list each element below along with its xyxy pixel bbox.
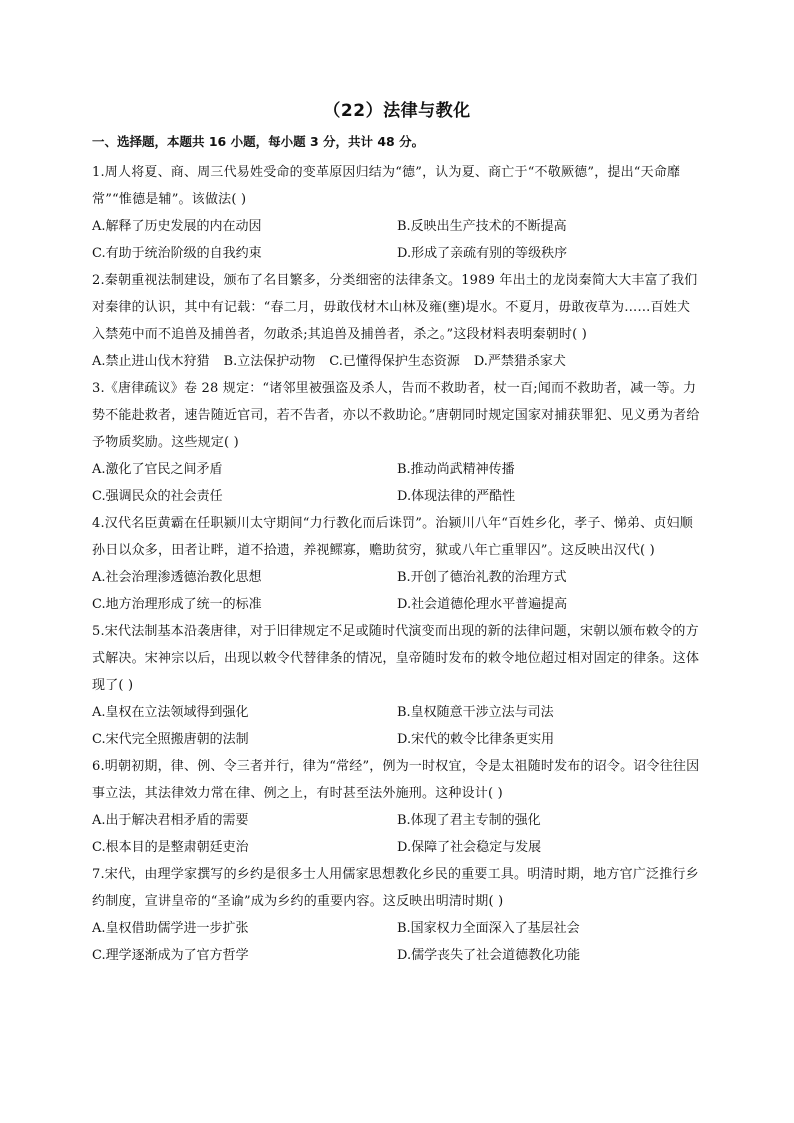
question-5 [92, 618, 702, 753]
option-b: B.国家权力全面深入了基层社会 [397, 921, 580, 936]
option-b: B.反映出生产技术的不断提高 [397, 219, 567, 234]
question-6 [92, 753, 702, 861]
option-b: B.开创了德治礼教的治理方式 [397, 570, 567, 585]
option-a: A.解释了历史发展的内在动因 [92, 219, 262, 234]
option-a: A.皇权在立法领域得到强化 [92, 705, 249, 720]
question-stem: 1.周人将夏、商、周三代易姓受命的变革原因归结为“德”，认为夏、商亡于“不敬厥德”，提出“天命靡常”“惟德是辅”。该做法( ) [92, 165, 681, 207]
option-d: D.社会道德伦理水平普遍提高 [397, 597, 568, 612]
question-stem: 4.汉代名臣黄霸在任职颍川太守期间“力行教化而后诛罚”。治颍川八年“百姓乡化，孝子、悌弟、贞妇顺孙日以众多，田者让畔，道不拾遗，养视鳏寡，赡助贫穷，狱或八年亡重罪囚”。这反映出汉代( ) [92, 516, 693, 558]
page-title: （22）法律与教化 [323, 101, 471, 121]
option-a: A.皇权借助儒学进一步扩张 [92, 921, 249, 936]
option-a: A.禁止进山伐木狩猎 [92, 354, 210, 369]
option-c: C.强调民众的社会责任 [92, 489, 223, 504]
option-d: D.儒学丧失了社会道德教化功能 [397, 948, 581, 963]
option-c: C.已懂得保护生态资源 [329, 354, 460, 369]
question-stem: 5.宋代法制基本沿袭唐律，对于旧律规定不足或随时代演变而出现的新的法律问题，宋朝以颁布敕令的方式解决。宋神宗以后，出现以敕令代替律条的情况，皇帝随时发布的敕令地位超过相对固定的律条。这体现了( ) [92, 624, 700, 693]
question-7 [92, 861, 702, 969]
option-c: C.有助于统治阶级的自我约束 [92, 246, 262, 261]
question-1 [92, 159, 702, 267]
option-b: B.立法保护动物 [223, 354, 316, 369]
option-c: C.理学逐渐成为了官方哲学 [92, 948, 249, 963]
option-c: C.根本目的是整肃朝廷吏治 [92, 840, 249, 855]
option-d: D.宋代的敕令比律条更实用 [397, 732, 555, 747]
question-stem: 2.秦朝重视法制建设，颁布了名目繁多，分类细密的法律条文。1989 年出土的龙岗秦简大大丰富了我们对秦律的认识，其中有记载：“春二月，毋敢伐材木山林及雍(壅)堤水。不夏月，毋敢夜草为……百姓犬入禁苑中而不追兽及捕兽者，勿敢杀;其追兽及捕兽者，杀之。”这段材料表明秦朝时( ) [92, 273, 698, 342]
document-page [92, 96, 702, 969]
section-heading: 一、选择题，本题共 16 小题，每小题 3 分，共计 48 分。 [92, 134, 425, 149]
option-d: D.严禁猎杀家犬 [473, 354, 566, 369]
question-4 [92, 510, 702, 618]
question-stem: 7.宋代，由理学家撰写的乡约是很多士人用儒家思想教化乡民的重要工具。明清时期，地方官广泛推行乡约制度，宣讲皇帝的“圣谕”成为乡约的重要内容。这反映出明清时期( ) [92, 867, 699, 909]
question-2 [92, 267, 702, 375]
option-b: B.体现了君主专制的强化 [397, 813, 541, 828]
question-3 [92, 375, 702, 510]
option-d: D.保障了社会稳定与发展 [397, 840, 542, 855]
option-b: B.皇权随意干涉立法与司法 [397, 705, 554, 720]
question-stem: 3.《唐律疏议》卷 28 规定：“诸邻里被强盗及杀人，告而不救助者，杖一百;闻而不救助者，减一等。力势不能赴救者，速告随近官司，若不告者，亦以不救助论。”唐朝同时规定国家对捕获罪犯、见义勇为者给予物质奖励。这些规定( ) [92, 381, 700, 450]
question-stem: 6.明朝初期，律、例、令三者并行，律为“常经”，例为一时权宜，令是太祖随时发布的诏令。诏令往往因事立法，其法律效力常在律、例之上，有时甚至法外施刑。这种设计( ) [92, 759, 700, 801]
option-a: A.社会治理渗透德治教化思想 [92, 570, 262, 585]
option-b: B.推动尚武精神传播 [397, 462, 515, 477]
option-a: A.激化了官民之间矛盾 [92, 462, 223, 477]
option-d: D.体现法律的严酷性 [397, 489, 516, 504]
option-c: C.地方治理形成了统一的标准 [92, 597, 262, 612]
option-c: C.宋代完全照搬唐朝的法制 [92, 732, 249, 747]
option-d: D.形成了亲疏有别的等级秩序 [397, 246, 568, 261]
option-a: A.出于解决君相矛盾的需要 [92, 813, 249, 828]
